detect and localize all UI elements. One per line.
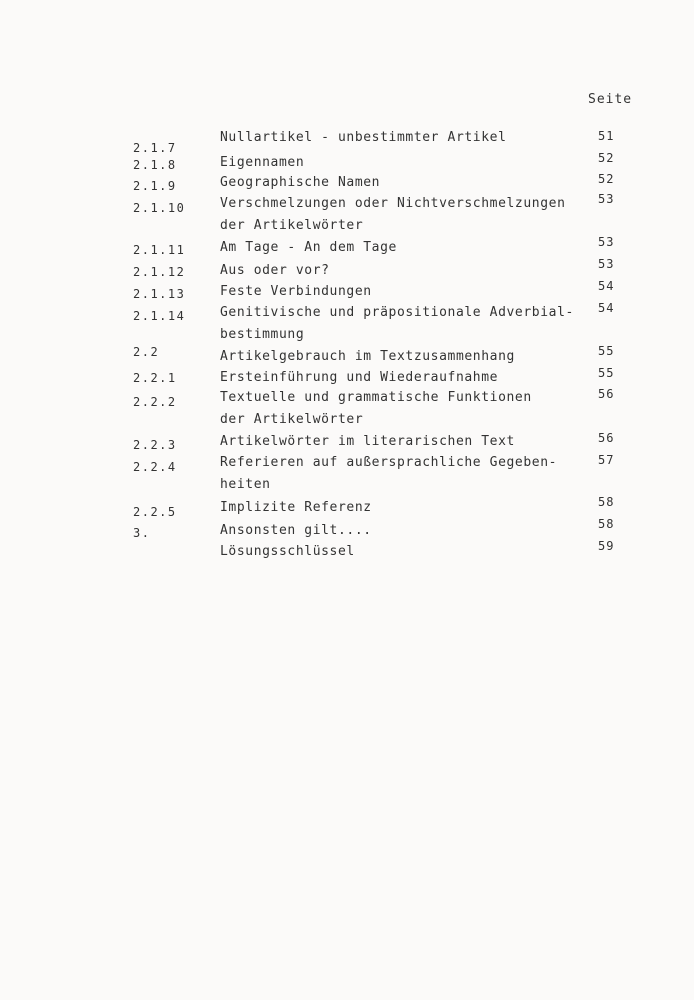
section-title-continuation: heiten: [220, 477, 271, 492]
page-number: 53: [598, 192, 615, 206]
toc-entry: [0, 235, 694, 263]
section-title: Artikelgebrauch im Textzusammenhang: [220, 349, 515, 364]
page-number: 57: [598, 453, 615, 467]
section-title: Artikelwörter im literarischen Text: [220, 434, 515, 449]
section-title: Verschmelzungen oder Nichtverschmelzungen: [220, 196, 566, 211]
section-number: 2.1.7: [133, 141, 177, 155]
section-number: 2.2: [133, 345, 160, 359]
section-number: 2.1.10: [133, 201, 186, 215]
section-number: 3.: [133, 526, 151, 540]
section-title: Geographische Namen: [220, 175, 381, 190]
section-number: 2.1.8: [133, 158, 177, 172]
page-number: 51: [598, 129, 615, 143]
section-title: Eigennamen: [220, 155, 305, 170]
toc-entry: [0, 539, 694, 571]
toc-entry: [0, 453, 694, 492]
section-title-continuation: der Artikelwörter: [220, 218, 364, 233]
section-number: 2.1.12: [133, 265, 186, 279]
section-number: 2.2.5: [133, 505, 177, 519]
section-title: Implizite Referenz: [220, 500, 372, 515]
toc-entry: [0, 257, 694, 285]
section-number: 2.1.9: [133, 179, 177, 193]
toc-entry: [0, 192, 694, 233]
section-title: Lösungsschlüssel: [220, 544, 355, 559]
page-number: 59: [598, 539, 615, 553]
section-number: 2.2.4: [133, 460, 177, 474]
page-column-header: Seite: [588, 92, 633, 107]
page-number: 55: [598, 366, 615, 380]
section-number: 2.2.2: [133, 395, 177, 409]
toc-entry: [0, 387, 694, 427]
toc-entry: [0, 301, 694, 342]
page-number: 52: [598, 172, 615, 186]
section-title: Aus oder vor?: [220, 263, 330, 278]
page-number: 58: [598, 517, 615, 531]
toc-entry: [0, 129, 694, 155]
section-title: Ansonsten gilt....: [220, 523, 372, 538]
page-number: 53: [598, 257, 615, 271]
section-number: 2.1.14: [133, 309, 186, 323]
page-number: 56: [598, 387, 615, 401]
section-title: Ersteinführung und Wiederaufnahme: [220, 370, 499, 385]
section-number: 2.1.13: [133, 287, 186, 301]
section-title: Referieren auf außersprachliche Gegeben-: [220, 455, 558, 470]
section-title: Textuelle und grammatische Funktionen: [220, 390, 532, 405]
section-title: Am Tage - An dem Tage: [220, 240, 397, 255]
page-number: 56: [598, 431, 615, 445]
page-number: 58: [598, 495, 615, 509]
toc-entry: [0, 151, 694, 175]
section-title: Genitivische und präpositionale Adverbial-: [220, 305, 574, 320]
page-number: 52: [598, 151, 615, 165]
section-number: 2.1.11: [133, 243, 186, 257]
section-number: 2.2.1: [133, 371, 177, 385]
page-number: 55: [598, 344, 615, 358]
page-number: 53: [598, 235, 615, 249]
section-number: 2.2.3: [133, 438, 177, 452]
toc-entry: [0, 279, 694, 307]
page-number: 54: [598, 279, 615, 293]
section-title-continuation: der Artikelwörter: [220, 412, 364, 427]
toc-entry: [0, 172, 694, 197]
section-title: Feste Verbindungen: [220, 284, 372, 299]
page-number: 54: [598, 301, 615, 315]
section-title-continuation: bestimmung: [220, 327, 305, 342]
section-title: Nullartikel - unbestimmter Artikel: [220, 130, 507, 145]
